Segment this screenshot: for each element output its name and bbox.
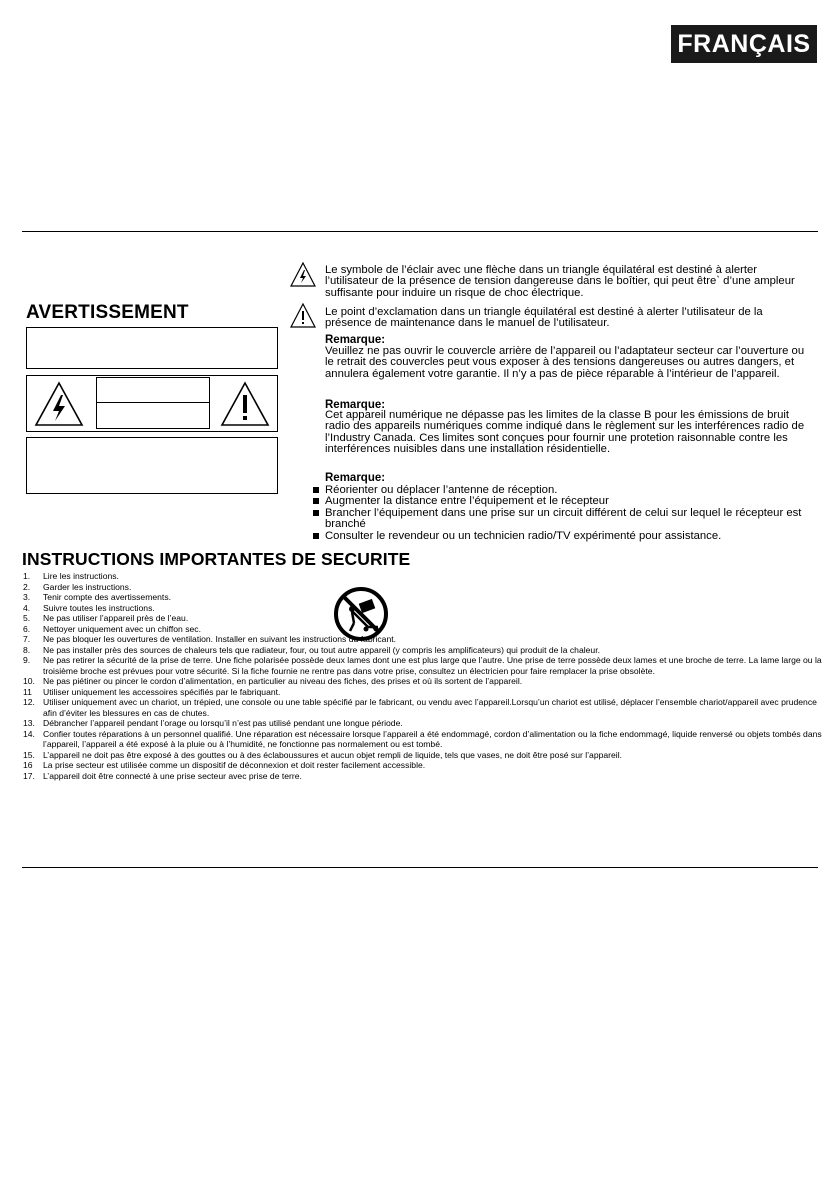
list-item: 11 Utiliser uniquement les accessoires spécifiés par le fabriquant. [23, 686, 281, 697]
lightning-symbol-text: Le symbole de l’éclair avec une flèche dans un triangle équilatéral est destiné à alerter l’utilisateur de la présence de tension dangereuse dans le boîtier, qui peut être` d’une ampleur suffisante pour induire un risque de choc électrique. [325, 264, 795, 299]
bullet-square-icon [313, 510, 319, 516]
list-item: 10. Ne pas piétiner ou pincer le cordon d’alimentation, en particulier au niveau des fiches, des prises et où ils sortent de l’appareil. [23, 676, 523, 686]
instructions-title: INSTRUCTIONS IMPORTANTES DE SECURITE [22, 549, 411, 569]
bullet-square-icon [313, 498, 319, 504]
warning-label-box [26, 327, 278, 495]
remark-text: Veuillez ne pas ouvrir le couvercle arrière de l’appareil ou l’adaptateur secteur car l’ouverture ou le retrait des couvercles peut vous exposer à des tensions dangereuses ou autres dangers, et annulera également votre garantie. Il n’y a pas de pièce réparable à l’intérieur de l’appareil. [325, 345, 805, 380]
remark-title: Remarque: [325, 399, 386, 411]
warning-box-bottom [26, 437, 278, 494]
lightning-triangle-icon [290, 262, 316, 288]
warning-box-inner-divider [96, 402, 210, 403]
top-divider [22, 231, 818, 232]
warning-box-top [26, 327, 278, 369]
remark-title: Remarque: [325, 334, 386, 346]
list-item: 1. Lire les instructions. [23, 571, 119, 581]
list-item: 5. Ne pas utiliser l’appareil près de l’eau. [23, 613, 189, 623]
list-item: Réorienter ou déplacer l’antenne de réception. [313, 485, 808, 496]
warning-title: AVERTISSEMENT [26, 302, 189, 323]
bottom-divider [22, 867, 818, 868]
exclamation-triangle-icon [220, 381, 270, 427]
list-item: 16 La prise secteur est utilisée comme un dispositif de déconnexion et doit rester facilement accessible. [23, 760, 426, 770]
list-item: 6. Nettoyer uniquement avec un chiffon sec. [23, 623, 201, 634]
list-item: 2. Garder les instructions. [23, 581, 132, 592]
list-item: Augmenter la distance entre l’équipement et le récepteur [313, 496, 808, 507]
list-item: 7. Ne pas bloquer les ouvertures de ventilation. Installer en suivant les instructions du fabricant. [23, 634, 397, 644]
exclamation-triangle-icon [290, 303, 316, 329]
list-item: Consulter le revendeur ou un technicien radio/TV expérimenté pour assistance. [313, 531, 808, 542]
list-item: 17. L’appareil doit être connecté à une prise secteur avec prise de terre. [23, 770, 302, 781]
bullet-square-icon [313, 533, 319, 539]
exclamation-symbol-text: Le point d’exclamation dans un triangle équilatéral est destiné à alerter l’utilisateur de la présence de maintenance dans le manuel de l’utilisateur. [325, 306, 763, 330]
list-item: 8. Ne pas installer près des sources de chaleurs tels que radiateur, four, ou tout autre appareil (y compris les amplificateurs) qui produit de la chaleur. [23, 644, 600, 655]
list-item: 12. Utiliser uniquement avec un chariot, un trépied, une console ou une table spécifié par le fabricant, ou vendu avec l’appareil.Lorsqu’un chariot est utilisé, déplacer l’ensemble chariot/appareil avec prudence afin d’éviter les blessures en cas de chutes. [23, 697, 817, 718]
list-item: 4. Suivre toutes les instructions. [23, 602, 155, 613]
lightning-triangle-icon [34, 381, 84, 427]
list-item: 14. Confier toutes réparations à un personnel qualifié. Une réparation est nécessaire lorsque l’appareil a été endommagé, cordon d’alimentation ou la fiche endommagé, liquide renversé ou objets tombés dans l’appareil, l’appareil a été exposé à la pluie ou à l’humidité, ne fonctionne pas normalement ou est tombé. [23, 728, 822, 749]
list-item: 3. Tenir compte des avertissements. [23, 592, 172, 602]
list-item: 15. L’appareil ne doit pas être exposé à des gouttes ou à des éclaboussures et aucun objet rempli de liquide, tels que vases, ne doit être posé sur l’appareil. [23, 749, 623, 760]
bullet-square-icon [313, 487, 319, 493]
warning-box-inner-panel [96, 377, 210, 429]
language-badge: FRANÇAIS [671, 25, 817, 63]
list-item: 9. Ne pas retirer la sécurité de la prise de terre. Une fiche polarisée possède deux lames dont une est plus large que l’autre. Une prise de terre possède deux lames et une broche de terre. La lame large ou la troisième broche est prévues pour votre sécurité. Si la fiche fournie ne rentre pas dans votre prise, consultez un électricien pour faire remplacer la prise obsolète. [23, 655, 822, 676]
remark-text: Cet appareil numérique ne dépasse pas les limites de la classe B pour les émissions de bruit radio des appareils numériques comme indiqué dans le règlement sur les interférences radio de l’Industry Canada. Ces limites sont conçues pour fournir une protetion raisonnable contre les interférences nuisibles dans une installation résidentielle. [325, 409, 805, 456]
safety-instructions-list [23, 571, 823, 781]
remark-bullet-list [313, 485, 808, 542]
list-item: 13. Débrancher l’appareil pendant l’orage ou lorsqu’il n’est pas utilisé pendant une longue période. [23, 718, 403, 728]
remark-title: Remarque: [325, 472, 386, 484]
list-item: Brancher l’équipement dans une prise sur un circuit différent de celui sur lequel le récepteur est branché [313, 508, 808, 531]
